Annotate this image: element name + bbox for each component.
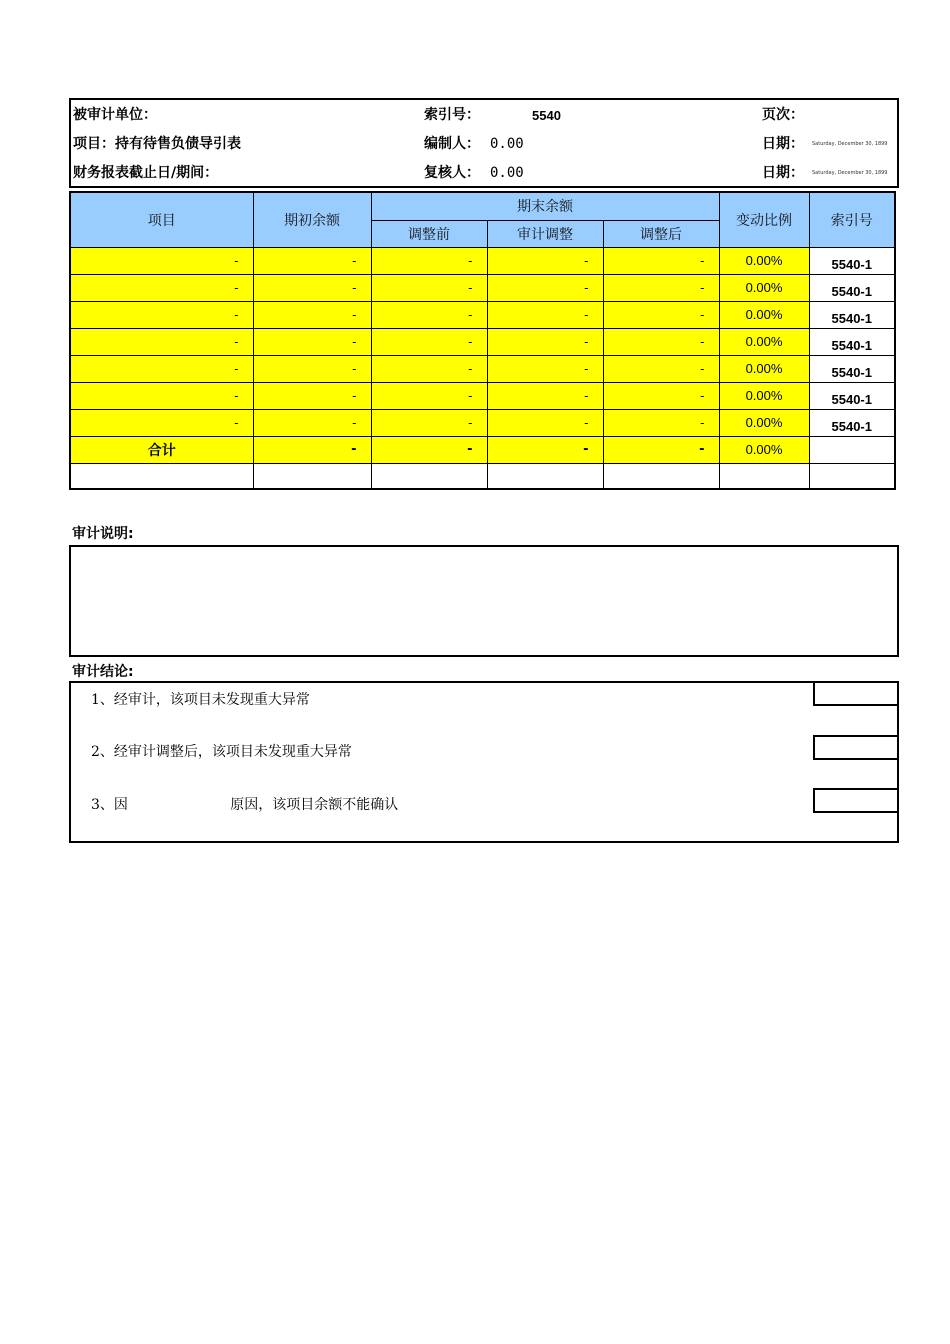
cell-opening[interactable]: -	[253, 382, 371, 409]
table-row	[70, 301, 895, 328]
cell-after[interactable]: -	[603, 328, 719, 355]
cell-opening[interactable]: -	[253, 409, 371, 436]
col-header-after: 调整后	[603, 220, 719, 247]
col-header-before: 调整前	[371, 220, 487, 247]
empty-cell[interactable]	[719, 463, 809, 489]
cell-item[interactable]: -	[70, 274, 253, 301]
cell-ref: 5540-1	[809, 247, 895, 274]
cell-adjust[interactable]: -	[487, 382, 603, 409]
cell-opening[interactable]: -	[253, 328, 371, 355]
cell-before[interactable]: -	[371, 355, 487, 382]
cell-after[interactable]: -	[603, 301, 719, 328]
cell-adjust[interactable]: -	[487, 355, 603, 382]
cell-before[interactable]: -	[371, 409, 487, 436]
cell-adjust[interactable]: -	[487, 274, 603, 301]
date-label-1: 日期：	[762, 136, 804, 152]
cell-opening[interactable]: -	[253, 301, 371, 328]
audited-unit-label: 被审计单位：	[73, 107, 157, 123]
conclusion-checkbox-3[interactable]	[813, 788, 899, 813]
cell-before[interactable]: -	[371, 382, 487, 409]
cell-item[interactable]: -	[70, 355, 253, 382]
project-label: 项目：持有待售负债导引表	[73, 136, 241, 152]
liability-table	[69, 191, 896, 490]
cell-after[interactable]: -	[603, 247, 719, 274]
table-row	[70, 382, 895, 409]
col-header-opening: 期初余额	[253, 192, 371, 247]
reviewer-value: 0.00	[490, 165, 524, 181]
index-value: 5540	[532, 108, 561, 123]
col-header-change: 变动比例	[719, 192, 809, 247]
cell-ref: 5540-1	[809, 301, 895, 328]
conclusion-item-1: 1、经审计，该项目未发现重大异常	[91, 692, 310, 708]
cell-adjust[interactable]: -	[487, 328, 603, 355]
date-label-2: 日期：	[762, 165, 804, 181]
empty-cell[interactable]	[809, 463, 895, 489]
col-header-adjust: 审计调整	[487, 220, 603, 247]
cell-after[interactable]: -	[603, 274, 719, 301]
cell-before[interactable]: -	[371, 274, 487, 301]
page-label: 页次：	[762, 107, 804, 123]
table-row	[70, 328, 895, 355]
table-row	[70, 247, 895, 274]
cell-adjust[interactable]: -	[487, 301, 603, 328]
conclusion-checkbox-1[interactable]	[813, 681, 899, 706]
cell-ref: 5540-1	[809, 274, 895, 301]
notes-label: 审计说明:	[72, 526, 134, 542]
document-header	[69, 98, 899, 188]
cell-before[interactable]: -	[371, 301, 487, 328]
cell-change: 0.00%	[719, 328, 809, 355]
total-opening: -	[253, 436, 371, 463]
cell-opening[interactable]: -	[253, 274, 371, 301]
cell-adjust[interactable]: -	[487, 409, 603, 436]
cell-change: 0.00%	[719, 409, 809, 436]
empty-row	[70, 463, 895, 489]
cell-item[interactable]: -	[70, 328, 253, 355]
cell-adjust[interactable]: -	[487, 247, 603, 274]
total-ref-empty	[809, 436, 895, 463]
cell-opening[interactable]: -	[253, 247, 371, 274]
col-header-closing-group: 期末余额	[371, 192, 719, 220]
cell-item[interactable]: -	[70, 301, 253, 328]
cell-change: 0.00%	[719, 274, 809, 301]
cell-ref: 5540-1	[809, 355, 895, 382]
cell-ref: 5540-1	[809, 382, 895, 409]
total-adjust: -	[487, 436, 603, 463]
conclusion-checkbox-2[interactable]	[813, 735, 899, 760]
cell-item[interactable]: -	[70, 382, 253, 409]
date-value-2: Saturday, December 30, 1899	[812, 170, 888, 176]
cell-change: 0.00%	[719, 247, 809, 274]
empty-cell[interactable]	[70, 463, 253, 489]
preparer-label: 编制人：	[424, 136, 480, 152]
cell-after[interactable]: -	[603, 382, 719, 409]
empty-cell[interactable]	[253, 463, 371, 489]
cell-item[interactable]: -	[70, 247, 253, 274]
table-row	[70, 274, 895, 301]
preparer-value: 0.00	[490, 136, 524, 152]
total-after: -	[603, 436, 719, 463]
conclusion-item-2: 2、经审计调整后，该项目未发现重大异常	[91, 744, 352, 760]
cell-opening[interactable]: -	[253, 355, 371, 382]
period-label: 财务报表截止日/期间：	[73, 165, 219, 181]
cell-change: 0.00%	[719, 382, 809, 409]
table-row	[70, 355, 895, 382]
empty-cell[interactable]	[371, 463, 487, 489]
index-label: 索引号：	[424, 107, 480, 123]
table-row	[70, 409, 895, 436]
empty-cell[interactable]	[487, 463, 603, 489]
cell-change: 0.00%	[719, 301, 809, 328]
total-change: 0.00%	[719, 436, 809, 463]
col-header-item: 项目	[70, 192, 253, 247]
empty-cell[interactable]	[603, 463, 719, 489]
total-label: 合计	[70, 436, 253, 463]
cell-change: 0.00%	[719, 355, 809, 382]
cell-ref: 5540-1	[809, 328, 895, 355]
total-row	[70, 436, 895, 463]
notes-box[interactable]	[69, 545, 899, 657]
reviewer-label: 复核人：	[424, 165, 480, 181]
cell-item[interactable]: -	[70, 409, 253, 436]
cell-after[interactable]: -	[603, 355, 719, 382]
cell-before[interactable]: -	[371, 247, 487, 274]
conclusion-box	[69, 681, 899, 843]
date-value-1: Saturday, December 30, 1899	[812, 141, 888, 147]
cell-after[interactable]: -	[603, 409, 719, 436]
col-header-ref: 索引号	[809, 192, 895, 247]
cell-before[interactable]: -	[371, 328, 487, 355]
conclusion-label: 审计结论:	[72, 664, 134, 680]
total-before: -	[371, 436, 487, 463]
cell-ref: 5540-1	[809, 409, 895, 436]
conclusion-item-3: 3、因 原因，该项目余额不能确认	[91, 797, 399, 813]
